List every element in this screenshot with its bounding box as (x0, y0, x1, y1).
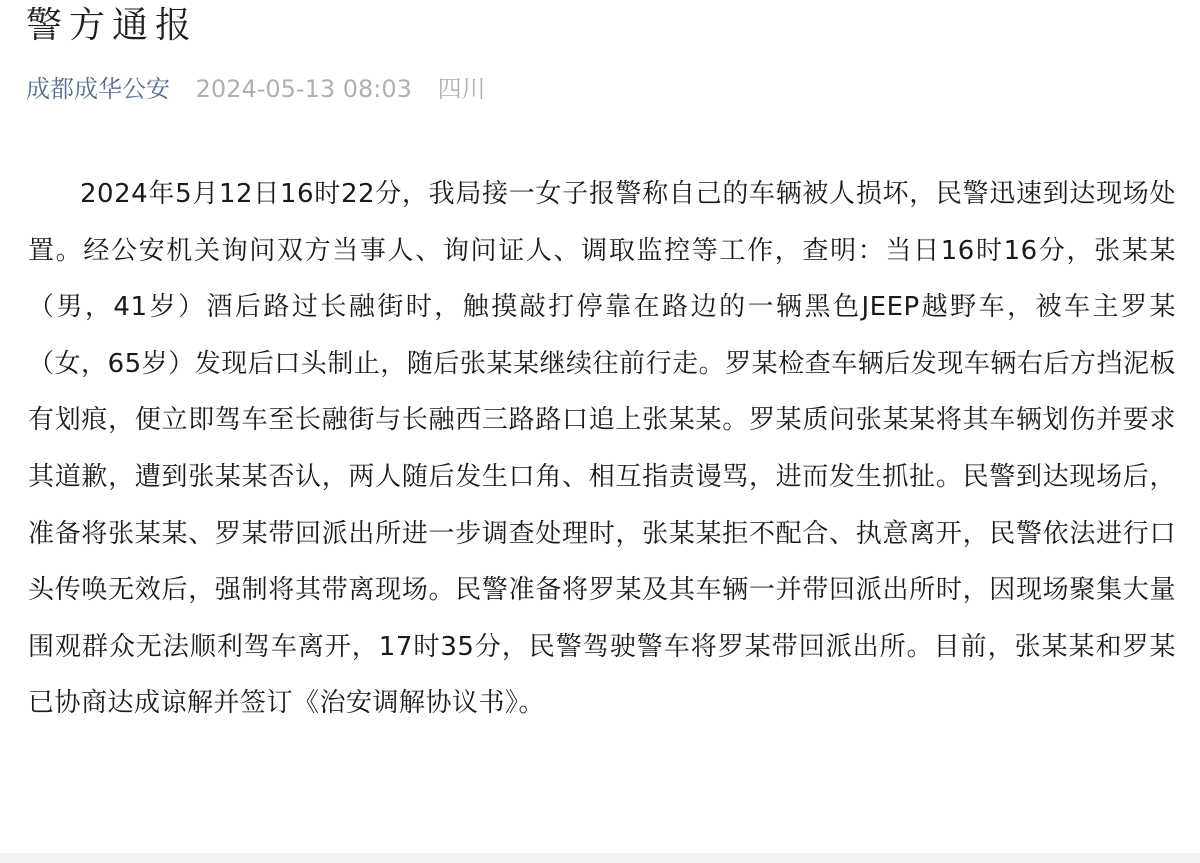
publish-location: 四川 (437, 75, 486, 103)
bottom-divider (0, 853, 1200, 863)
source-account-link[interactable]: 成都成华公安 (26, 75, 170, 103)
article-title: 警方通报 (26, 5, 199, 46)
article-meta (26, 72, 486, 106)
article-body: 2024年5月12日16时22分，我局接一女子报警称自己的车辆被人损坏，民警迅速到达现场处置。经公安机关询问双方当事人、询问证人、调取监控等工作，查明：当日16时16分，张某某（男，41岁）酒后路过长融街时，触摸敲打停靠在路边的一辆黑色JEEP越野车，被车主罗某（女，65岁）发现后口头制止，随后张某某继续往前行走。罗某检查车辆后发现车辆右后方挡泥板有划痕，便立即驾车至长融街与长融西三路路口追上张某某。罗某质问张某某将其车辆划伤并要求其道歉，遭到张某某否认，两人随后发生口角、相互指责谩骂，进而发生抓扯。民警到达现场后，准备将张某某、罗某带回派出所进一步调查处理时，张某某拒不配合、执意离开，民警依法进行口头传唤无效后，强制将其带离现场。民警准备将罗某及其车辆一并带回派出所时，因现场聚集大量围观群众无法顺利驾车离开，17时35分，民警驾驶警车将罗某带回派出所。目前，张某某和罗某已协商达成谅解并签订《治安调解协议书》。 (28, 179, 1176, 719)
publish-datetime: 2024-05-13 08:03 (195, 75, 412, 103)
